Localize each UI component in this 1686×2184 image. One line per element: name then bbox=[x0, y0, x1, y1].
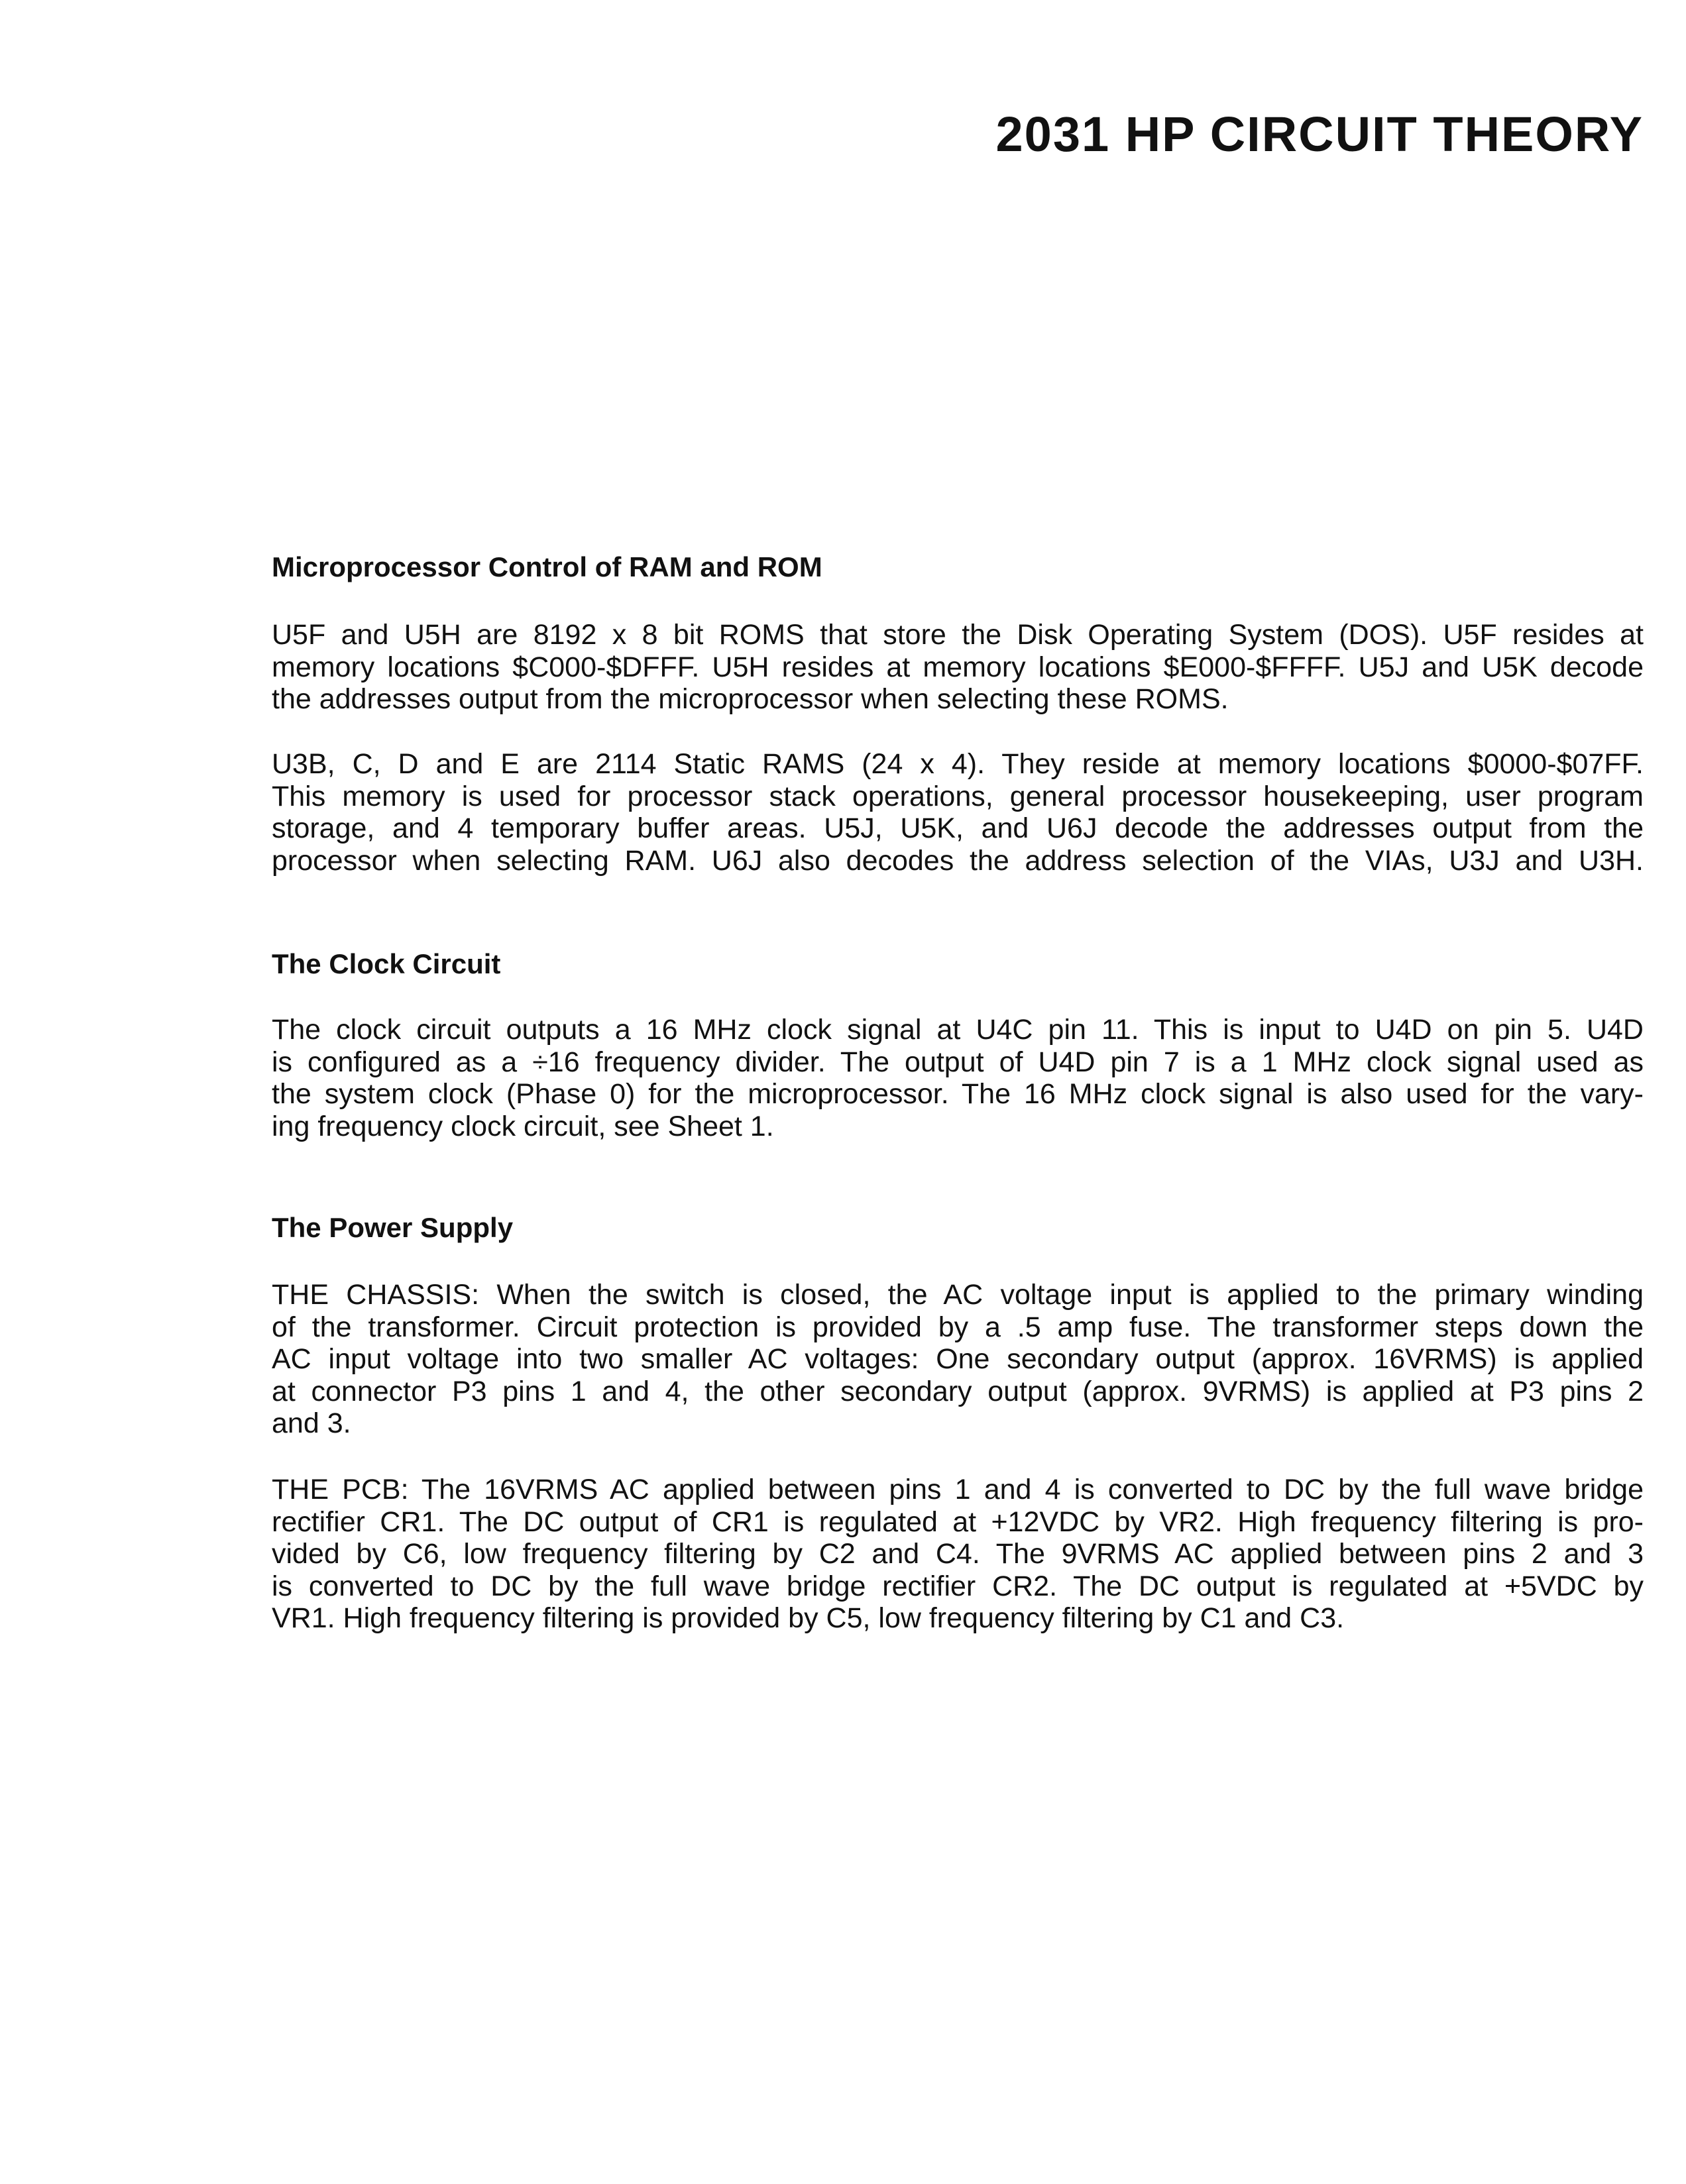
paragraph-line: storage, and 4 temporary buffer areas. U5J, U5K, and U6J decode the addresses output from the bbox=[272, 812, 1644, 844]
paragraph-line: This memory is used for processor stack operations, general processor housekeeping, user program bbox=[272, 780, 1644, 812]
paragraph-roms bbox=[272, 619, 1644, 716]
paragraph-line: THE PCB: The 16VRMS AC applied between pins 1 and 4 is converted to DC by the full wave bridge bbox=[272, 1474, 1644, 1505]
section-heading-power-supply: The Power Supply bbox=[272, 1212, 514, 1243]
paragraph-line: is configured as a ÷16 frequency divider. The output of U4D pin 7 is a 1 MHz clock signal used as bbox=[272, 1046, 1644, 1078]
paragraph-clock bbox=[272, 1014, 1644, 1142]
paragraph-line: U5F and U5H are 8192 x 8 bit ROMS that store the Disk Operating System (DOS). U5F resides at bbox=[272, 619, 1644, 651]
paragraph-line: ing frequency clock circuit, see Sheet 1. bbox=[272, 1110, 774, 1142]
paragraph-line: at connector P3 pins 1 and 4, the other secondary output (approx. 9VRMS) is applied at P3 pins 2 bbox=[272, 1375, 1644, 1407]
section-heading-ram-rom: Microprocessor Control of RAM and ROM bbox=[272, 551, 822, 582]
paragraph-line: vided by C6, low frequency filtering by C2 and C4. The 9VRMS AC applied between pins 2 and 3 bbox=[272, 1538, 1644, 1570]
page-title: 2031 HP CIRCUIT THEORY bbox=[995, 107, 1644, 162]
paragraph-line: THE CHASSIS: When the switch is closed, the AC voltage input is applied to the primary winding bbox=[272, 1279, 1644, 1311]
paragraph-line: rectifier CR1. The DC output of CR1 is regulated at +12VDC by VR2. High frequency filtering is pro- bbox=[272, 1505, 1644, 1538]
paragraph-line: VR1. High frequency filtering is provided by C5, low frequency filtering by C1 and C3. bbox=[272, 1602, 1345, 1634]
paragraph-line: U3B, C, D and E are 2114 Static RAMS (24 x 4). They reside at memory locations $0000-$07FF. bbox=[272, 748, 1644, 780]
paragraph-pcb bbox=[272, 1474, 1644, 1635]
paragraph-line: the addresses output from the microprocessor when selecting these ROMS. bbox=[272, 683, 1229, 715]
paragraph-line: AC input voltage into two smaller AC voltages: One secondary output (approx. 16VRMS) is applied bbox=[272, 1343, 1644, 1375]
paragraph-rams bbox=[272, 748, 1644, 877]
paragraph-line: memory locations $C000-$DFFF. U5H resides at memory locations $E000-$FFFF. U5J and U5K decode bbox=[272, 651, 1644, 683]
paragraph-line: The clock circuit outputs a 16 MHz clock signal at U4C pin 11. This is input to U4D on pin 5. U4D bbox=[272, 1014, 1644, 1046]
paragraph-line: and 3. bbox=[272, 1407, 351, 1439]
section-heading-clock: The Clock Circuit bbox=[272, 948, 501, 979]
paragraph-line: of the transformer. Circuit protection is provided by a .5 amp fuse. The transformer steps down the bbox=[272, 1311, 1644, 1343]
paragraph-line: is converted to DC by the full wave bridge rectifier CR2. The DC output is regulated at +5VDC by bbox=[272, 1570, 1644, 1602]
paragraph-line: the system clock (Phase 0) for the microprocessor. The 16 MHz clock signal is also used for the vary- bbox=[272, 1078, 1644, 1110]
paragraph-chassis bbox=[272, 1279, 1644, 1440]
paragraph-line: processor when selecting RAM. U6J also decodes the address selection of the VIAs, U3J and U3H. bbox=[272, 844, 1644, 877]
